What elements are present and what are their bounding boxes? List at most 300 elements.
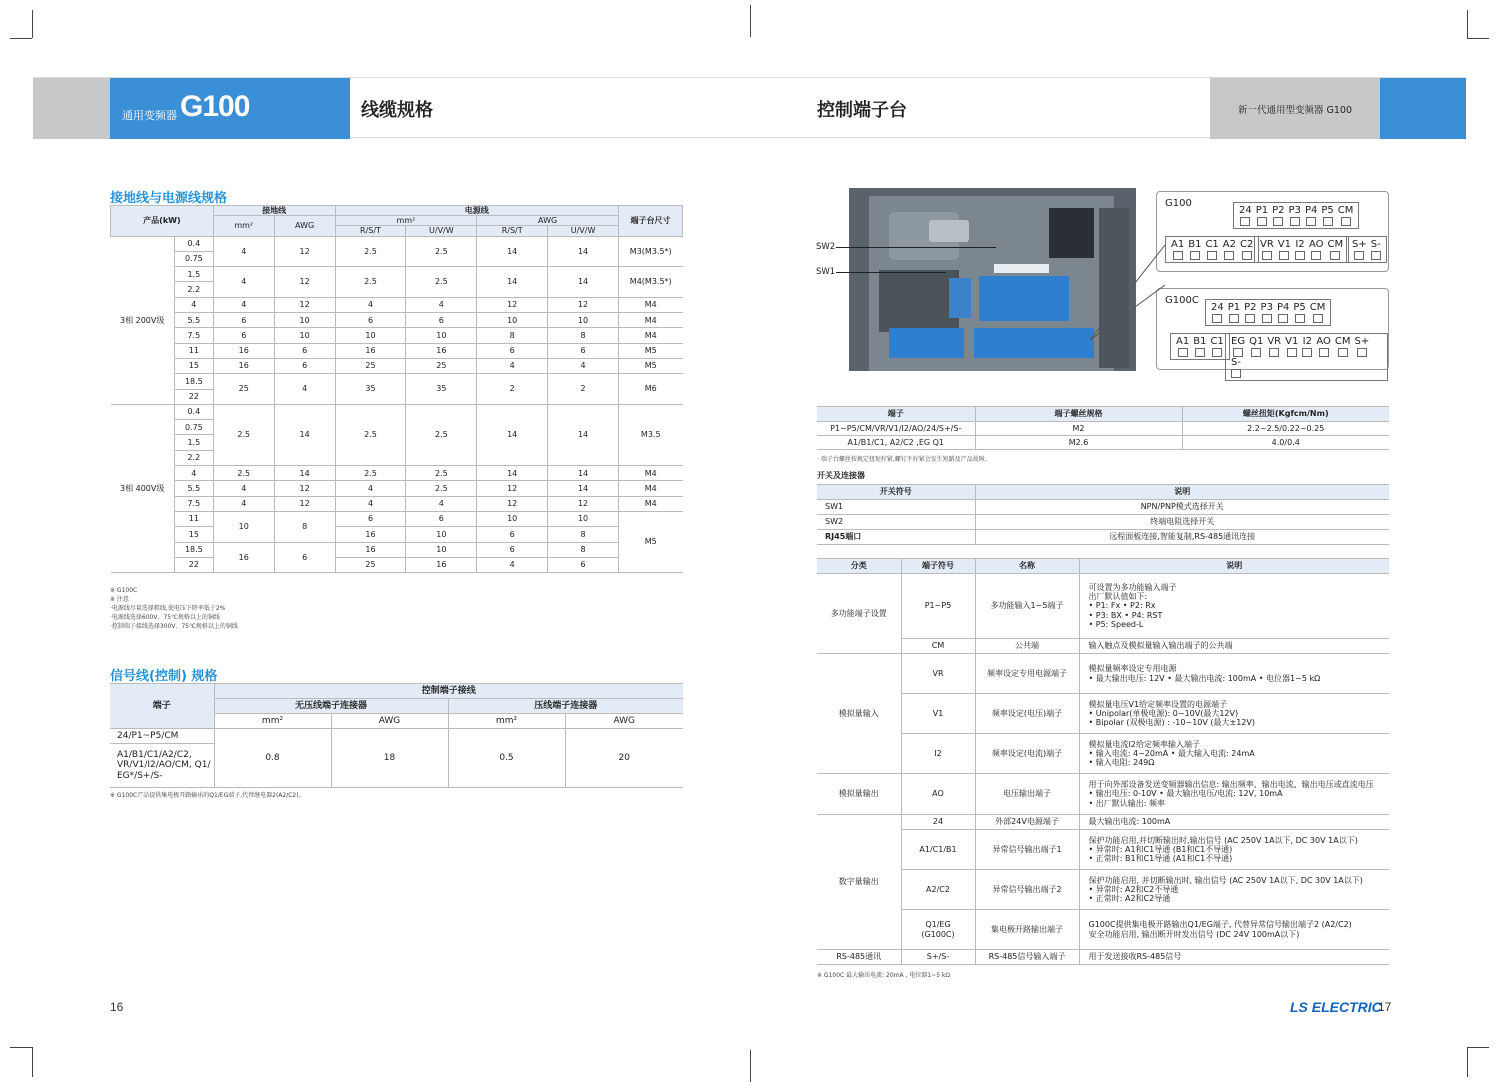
pin-label: P2 xyxy=(1272,205,1285,216)
col-symbol: 端子符号 xyxy=(901,559,975,574)
cell: 2.5 xyxy=(406,404,477,465)
symbol-cell: P1~P5 xyxy=(901,574,975,639)
terminal-function-table xyxy=(817,558,1389,965)
cell: 4 xyxy=(213,481,274,496)
terminal-pin xyxy=(1211,302,1224,323)
cell: 10 xyxy=(406,542,477,557)
pin-label: C1 xyxy=(1205,239,1219,250)
cell: 16 xyxy=(213,542,274,573)
cell: 12 xyxy=(548,297,619,312)
crop-mark xyxy=(1467,1047,1468,1077)
terminal-pin xyxy=(1310,302,1326,323)
name-cell: 公共端 xyxy=(975,639,1079,654)
pin-label: I2 xyxy=(1302,336,1312,347)
pin-screw xyxy=(1229,314,1239,323)
pin-label: S- xyxy=(1231,357,1241,368)
cell: 10 xyxy=(477,313,548,328)
cell: 18 xyxy=(331,729,448,788)
cell: 35 xyxy=(406,374,477,405)
cell: 4.0/0.4 xyxy=(1182,436,1389,450)
pin-screw xyxy=(1306,217,1316,226)
name-cell: 频率设定专用电源端子 xyxy=(975,654,1079,694)
note-line: ※ G100C xyxy=(110,587,138,594)
terminal-pin xyxy=(1261,302,1273,323)
pin-screw xyxy=(1233,348,1243,357)
zoom-callout-lines xyxy=(1080,240,1170,350)
pin-label: S- xyxy=(1370,239,1381,250)
pin-screw xyxy=(1295,314,1305,323)
pin-label: P4 xyxy=(1304,205,1318,216)
desc-cell: 用于发送接收RS-485信号 xyxy=(1079,950,1389,965)
terminal-pin xyxy=(1293,302,1305,323)
col-rst: R/S/T xyxy=(335,226,406,236)
pin-label: B1 xyxy=(1193,336,1207,347)
col-description: 说明 xyxy=(975,485,1389,500)
cell: 14 xyxy=(548,236,619,267)
category-cell: 模拟量输入 xyxy=(817,654,901,774)
pin-screw xyxy=(1341,217,1351,226)
cell: 10 xyxy=(335,328,406,343)
pin-screw xyxy=(1278,314,1288,323)
cell: M4(M3.5*) xyxy=(618,267,682,298)
terminal-pin xyxy=(1309,239,1324,260)
cell: M4 xyxy=(618,297,682,312)
cell: 2.2~2.5/0.22~0.25 xyxy=(1182,422,1389,436)
col-uvw: U/V/W xyxy=(548,226,619,236)
cell: 25 xyxy=(335,358,406,373)
symbol-cell: CM xyxy=(901,639,975,654)
cell: 6 xyxy=(548,557,619,572)
g100c-bottom-row-2 xyxy=(1225,333,1388,381)
ls-electric-logo xyxy=(1290,999,1382,1017)
name-cell: 异常信号输出端子1 xyxy=(975,830,1079,870)
cell: 6 xyxy=(477,527,548,542)
cell: 10 xyxy=(274,313,335,328)
pin-label: P3 xyxy=(1260,302,1273,313)
pin-label: 24 xyxy=(1211,302,1224,313)
signal-table-note: ※ G100C产品提供集电极开路输出的Q1/EG端子,代替继电器2(A2/C2)。 xyxy=(110,792,305,799)
cell: 16 xyxy=(335,542,406,557)
terminal-pin xyxy=(1371,239,1381,260)
cell: RJ45端口 xyxy=(817,530,975,545)
cell: 2.5 xyxy=(335,267,406,298)
kw: 0.4 xyxy=(174,236,213,251)
col-switch: 开关符号 xyxy=(817,485,975,500)
symbol-cell: A1/C1/B1 xyxy=(901,830,975,870)
cell: M4 xyxy=(618,466,682,481)
cell: 12 xyxy=(548,496,619,511)
switch-section-title: 开关及连接器 xyxy=(817,471,865,480)
cell: 终端电阻选择开关 xyxy=(975,515,1389,530)
pin-label: P3 xyxy=(1288,205,1301,216)
right-page-title: 控制端子台 xyxy=(817,100,907,121)
cell: 4 xyxy=(213,236,274,267)
kw: 11 xyxy=(174,511,213,526)
pin-label: A1 xyxy=(1171,239,1185,250)
cell: M6 xyxy=(618,374,682,405)
cell: 6 xyxy=(477,542,548,557)
cell: 6 xyxy=(406,511,477,526)
cell: 2.5 xyxy=(213,466,274,481)
terminal-pin xyxy=(1205,239,1218,260)
cell: 2.5 xyxy=(406,481,477,496)
pin-label: A1 xyxy=(1176,336,1190,347)
cell: 远程面板连接,智能复制,RS-485通讯连接 xyxy=(975,530,1389,545)
terminal-pin xyxy=(1335,336,1351,357)
cell: 10 xyxy=(406,328,477,343)
crop-mark xyxy=(750,1050,751,1082)
cell: 12 xyxy=(274,267,335,298)
header-tag: 新一代通用型变频器 G100 xyxy=(1210,78,1380,139)
pin-screw xyxy=(1262,251,1272,260)
col-uvw: U/V/W xyxy=(406,226,477,236)
pin-screw xyxy=(1240,217,1250,226)
terminal-pin xyxy=(1244,302,1256,323)
group-200v: 3相 200V级 xyxy=(111,236,175,404)
pin-screw xyxy=(1338,348,1348,357)
col-description: 说明 xyxy=(1079,559,1389,574)
cell: M4 xyxy=(618,481,682,496)
cell: 16 xyxy=(213,358,274,373)
cell: 8 xyxy=(548,542,619,557)
cell: 4 xyxy=(335,481,406,496)
pin-screw xyxy=(1295,251,1305,260)
symbol-cell: 24 xyxy=(901,815,975,830)
terminal-pin xyxy=(1295,239,1305,260)
terminal-pin xyxy=(1171,239,1184,260)
cell: 6 xyxy=(335,511,406,526)
kw: 1.5 xyxy=(174,267,213,282)
kw: 0.75 xyxy=(174,420,213,435)
terminal-pin xyxy=(1176,336,1189,357)
col-ground-mm2: mm² xyxy=(213,216,274,236)
terminal-pin xyxy=(1328,239,1344,260)
category-cell: 多功能端子设置 xyxy=(817,574,901,654)
symbol-cell: I2 xyxy=(901,734,975,774)
terminal-pin xyxy=(1240,239,1253,260)
terminal-pin xyxy=(1210,336,1223,357)
terminal-pin xyxy=(1256,205,1268,226)
cell: 8 xyxy=(548,527,619,542)
cell: M4 xyxy=(618,496,682,511)
cell: 6 xyxy=(274,358,335,373)
note-line: ·控制端子接线选择300V、75℃规格以上的铜线 xyxy=(110,623,238,630)
cell: 10 xyxy=(548,313,619,328)
cell: 16 xyxy=(335,527,406,542)
kw: 11 xyxy=(174,343,213,358)
g100-label: G100 xyxy=(1165,198,1192,209)
cell: 6 xyxy=(213,328,274,343)
cell: 10 xyxy=(213,511,274,542)
cell: 14 xyxy=(477,404,548,465)
name-cell: 电压输出端子 xyxy=(975,774,1079,815)
cell: 20 xyxy=(565,729,683,788)
cell: 4 xyxy=(213,267,274,298)
product-model: G100 xyxy=(180,90,250,123)
crop-mark xyxy=(10,38,32,39)
terminal-pin xyxy=(1249,336,1263,357)
symbol-cell: VR xyxy=(901,654,975,694)
symbol-cell: AO xyxy=(901,774,975,815)
pin-label: A2 xyxy=(1222,239,1236,250)
cell: 4 xyxy=(477,358,548,373)
g100-terminal-diagram xyxy=(1156,191,1389,272)
pin-label: VR xyxy=(1267,336,1282,347)
pin-label: P2 xyxy=(1244,302,1257,313)
name-cell: 异常信号输出端子2 xyxy=(975,870,1079,910)
pin-label: P1 xyxy=(1255,205,1269,216)
symbol-cell: A2/C2 xyxy=(901,870,975,910)
kw: 15 xyxy=(174,358,213,373)
cell: 14 xyxy=(477,236,548,267)
pin-screw xyxy=(1242,251,1252,260)
pin-screw xyxy=(1178,348,1188,357)
cell: 6 xyxy=(406,313,477,328)
col-awg: AWG xyxy=(565,714,683,729)
col-terminal: 端子 xyxy=(110,684,214,729)
kw: 7.5 xyxy=(174,496,213,511)
cell: 14 xyxy=(274,404,335,465)
col-category: 分类 xyxy=(817,559,901,574)
pin-label: CM xyxy=(1337,205,1354,216)
cell: 12 xyxy=(274,496,335,511)
cell: 14 xyxy=(548,267,619,298)
pin-screw xyxy=(1251,348,1261,357)
terminal-pin xyxy=(1316,336,1331,357)
kw: 1.5 xyxy=(174,435,213,450)
kw: 18.5 xyxy=(174,374,213,389)
cell: 6 xyxy=(548,343,619,358)
col-terminal: 端子 xyxy=(817,407,975,422)
pin-screw xyxy=(1290,217,1300,226)
col-product: 产品(kW) xyxy=(111,206,214,237)
screw-spec-table xyxy=(817,406,1389,450)
col-ground: 接地线 xyxy=(213,206,335,216)
terminal-pin xyxy=(1277,302,1289,323)
pin-screw xyxy=(1245,314,1255,323)
cell: 2.5 xyxy=(406,466,477,481)
pin-screw xyxy=(1212,314,1222,323)
cell: 4 xyxy=(406,496,477,511)
cell: 16 xyxy=(213,343,274,358)
header-blue-block xyxy=(1380,78,1466,139)
left-page-title: 线缆规格 xyxy=(361,100,433,121)
pin-screw xyxy=(1273,217,1283,226)
cell: 6 xyxy=(213,313,274,328)
pin-label: CM xyxy=(1327,239,1344,250)
cell: 12 xyxy=(274,236,335,267)
desc-cell: 模拟量电流I2给定频率输入端子 • 输入电流: 4~20mA • 最大输入电流: 24mA • 输入电阻: 249Ω xyxy=(1079,734,1389,774)
cell: 4 xyxy=(213,297,274,312)
pin-screw xyxy=(1224,251,1234,260)
terminal-pin xyxy=(1193,336,1206,357)
terminal-pin xyxy=(1278,239,1291,260)
pin-label: Q1 xyxy=(1249,336,1264,347)
col-ground-awg: AWG xyxy=(274,216,335,236)
cell: 4 xyxy=(477,557,548,572)
pin-label: AO xyxy=(1316,336,1331,347)
g100c-top-row xyxy=(1205,299,1331,326)
pin-label: S+ xyxy=(1352,239,1367,250)
desc-cell: G100C提供集电极开路输出Q1/EG端子, 代替异常信号输出端子2 (A2/C2) 安全功能启用, 输出断开时发出信号 (DC 24V 100mA以下) xyxy=(1079,910,1389,950)
symbol-cell: V1 xyxy=(901,694,975,734)
leader-line-sw2 xyxy=(836,247,996,248)
power-cable-table xyxy=(110,205,683,573)
desc-cell: 模拟量电压V1给定频率设置的电源端子 • Unipolar(单极电源): 0~10V(最大12V) • Bipolar (双极电源) : -10~10V (最大±12V) xyxy=(1079,694,1389,734)
cell: 4 xyxy=(335,496,406,511)
terminal-pin xyxy=(1267,336,1281,357)
group-400v: 3相 400V级 xyxy=(111,404,175,572)
col-name: 名称 xyxy=(975,559,1079,574)
category-cell: 模拟量输出 xyxy=(817,774,901,815)
terminal-pin xyxy=(1321,205,1333,226)
note-line: ·电源线选择600V、75℃规格以上的铜线 xyxy=(110,614,220,621)
cell: 2.5 xyxy=(213,404,274,465)
cell: 2.5 xyxy=(335,404,406,465)
kw: 0.75 xyxy=(174,251,213,266)
cell: 14 xyxy=(548,404,619,465)
pin-label: P5 xyxy=(1321,205,1334,216)
cell: 2.5 xyxy=(335,236,406,267)
pin-screw xyxy=(1269,348,1279,357)
cell: 10 xyxy=(548,511,619,526)
crop-mark xyxy=(750,5,751,37)
crop-mark xyxy=(32,1047,33,1077)
function-table-note: ※ G100C 最大输出电流: 20mA , 电位器1~5 kΩ xyxy=(817,972,950,979)
col-fork: 压线端子连接器 xyxy=(448,699,683,714)
g100c-terminal-diagram xyxy=(1156,288,1389,370)
cell: 6 xyxy=(477,343,548,358)
kw: 5.5 xyxy=(174,481,213,496)
col-power-mm2: mm² xyxy=(335,216,477,226)
pin-label: C2 xyxy=(1240,239,1254,250)
pin-screw xyxy=(1319,348,1329,357)
cell: NPN/PNP模式选择开关 xyxy=(975,500,1389,515)
desc-cell: 模拟量频率设定专用电源 • 最大输出电压: 12V • 最大输出电流: 100mA • 电位器1~5 kΩ xyxy=(1079,654,1389,694)
cell: 2.5 xyxy=(335,466,406,481)
cell: 12 xyxy=(274,481,335,496)
cell: M5 xyxy=(618,511,682,572)
pin-screw xyxy=(1231,369,1241,378)
cell: 6 xyxy=(335,313,406,328)
terminal-pin xyxy=(1338,205,1354,226)
cell: 14 xyxy=(548,481,619,496)
cell: 8 xyxy=(477,328,548,343)
cell: 8 xyxy=(274,511,335,542)
cell: M5 xyxy=(618,343,682,358)
terminal-pin xyxy=(1231,336,1245,357)
cell: P1~P5/CM/VR/V1/I2/AO/24/S+/S- xyxy=(817,422,975,436)
pin-screw xyxy=(1173,251,1183,260)
pin-label: P4 xyxy=(1276,302,1290,313)
col-rst: R/S/T xyxy=(477,226,548,236)
terminal-pin xyxy=(1239,205,1252,226)
col-no-fork: 无压线端子连接器 xyxy=(214,699,448,714)
pin-label: EG xyxy=(1231,336,1246,347)
power-table-notes xyxy=(110,586,238,631)
desc-cell: 最大输出电流: 100mA xyxy=(1079,815,1389,830)
terminal-pin xyxy=(1272,205,1284,226)
cell: 14 xyxy=(274,466,335,481)
cell: 10 xyxy=(406,527,477,542)
logo-text: LS ELECTRIC xyxy=(1290,999,1382,1015)
pin-screw xyxy=(1195,348,1205,357)
name-cell: 频率设定(电流)端子 xyxy=(975,734,1079,774)
cell: 8 xyxy=(548,328,619,343)
cell: 25 xyxy=(406,358,477,373)
cell: 4 xyxy=(406,297,477,312)
pin-screw xyxy=(1190,251,1200,260)
terminal-pin xyxy=(1352,239,1367,260)
name-cell: 多功能输入1~5端子 xyxy=(975,574,1079,639)
terminal-pin xyxy=(1302,336,1312,357)
page-number-left: 16 xyxy=(110,1000,124,1014)
terminal-pin xyxy=(1188,239,1201,260)
pin-screw xyxy=(1279,251,1289,260)
pin-screw xyxy=(1323,217,1333,226)
cell: 12 xyxy=(477,297,548,312)
cell: 6 xyxy=(274,343,335,358)
pin-label: I2 xyxy=(1295,239,1305,250)
crop-mark xyxy=(32,10,33,38)
section-title-signal-cable: 信号线(控制) 规格 xyxy=(110,669,218,684)
cell: 6 xyxy=(274,542,335,573)
pin-label: 24 xyxy=(1239,205,1252,216)
name-cell: 集电极开路输出端子 xyxy=(975,910,1079,950)
terminal-pin xyxy=(1305,205,1317,226)
col-power-awg: AWG xyxy=(477,216,619,226)
terminal-pin xyxy=(1223,239,1236,260)
g100-bottom-row-2 xyxy=(1254,236,1349,263)
pin-label: VR xyxy=(1260,239,1274,250)
terminal-row: A1/B1/C1/A2/C2, VR/V1/I2/AO/CM, Q1/ EG*/S+/S- xyxy=(110,744,214,788)
cell: 0.5 xyxy=(448,729,565,788)
pin-screw xyxy=(1302,348,1312,357)
cell: 4 xyxy=(335,297,406,312)
name-cell: 外部24V电源端子 xyxy=(975,815,1079,830)
label-sw1: SW1 xyxy=(816,267,836,277)
cell: 2.5 xyxy=(406,236,477,267)
pin-screw xyxy=(1371,251,1381,260)
pin-label: V1 xyxy=(1285,336,1299,347)
cell: 12 xyxy=(477,481,548,496)
cell: 16 xyxy=(406,557,477,572)
cell: 25 xyxy=(335,557,406,572)
kw: 4 xyxy=(174,466,213,481)
cell: M2.6 xyxy=(975,436,1182,450)
desc-cell: 可设置为多功能输入端子 出厂默认值如下: • P1: Fx • P2: Rx • P3: BX • P4: RST • P5: Speed-L xyxy=(1079,574,1389,639)
pin-label: P1 xyxy=(1227,302,1241,313)
crop-mark xyxy=(10,1047,32,1048)
kw: 7.5 xyxy=(174,328,213,343)
pin-label: CM xyxy=(1309,302,1326,313)
pin-label: AO xyxy=(1309,239,1324,250)
g100-bottom-row-3 xyxy=(1346,236,1387,263)
g100c-label: G100C xyxy=(1165,295,1199,306)
kw: 0.4 xyxy=(174,404,213,419)
desc-cell: 输入触点及模拟量输入输出端子的公共端 xyxy=(1079,639,1389,654)
label-sw2: SW2 xyxy=(816,242,836,252)
cell: M2 xyxy=(975,422,1182,436)
col-terminal: 端子台尺寸 xyxy=(618,206,682,237)
header-grey-block xyxy=(33,78,110,139)
terminal-pin xyxy=(1289,205,1301,226)
cell: 2 xyxy=(477,374,548,405)
cell: 14 xyxy=(548,466,619,481)
cell: 25 xyxy=(213,374,274,405)
pin-screw xyxy=(1313,314,1323,323)
terminal-pin xyxy=(1260,239,1274,260)
